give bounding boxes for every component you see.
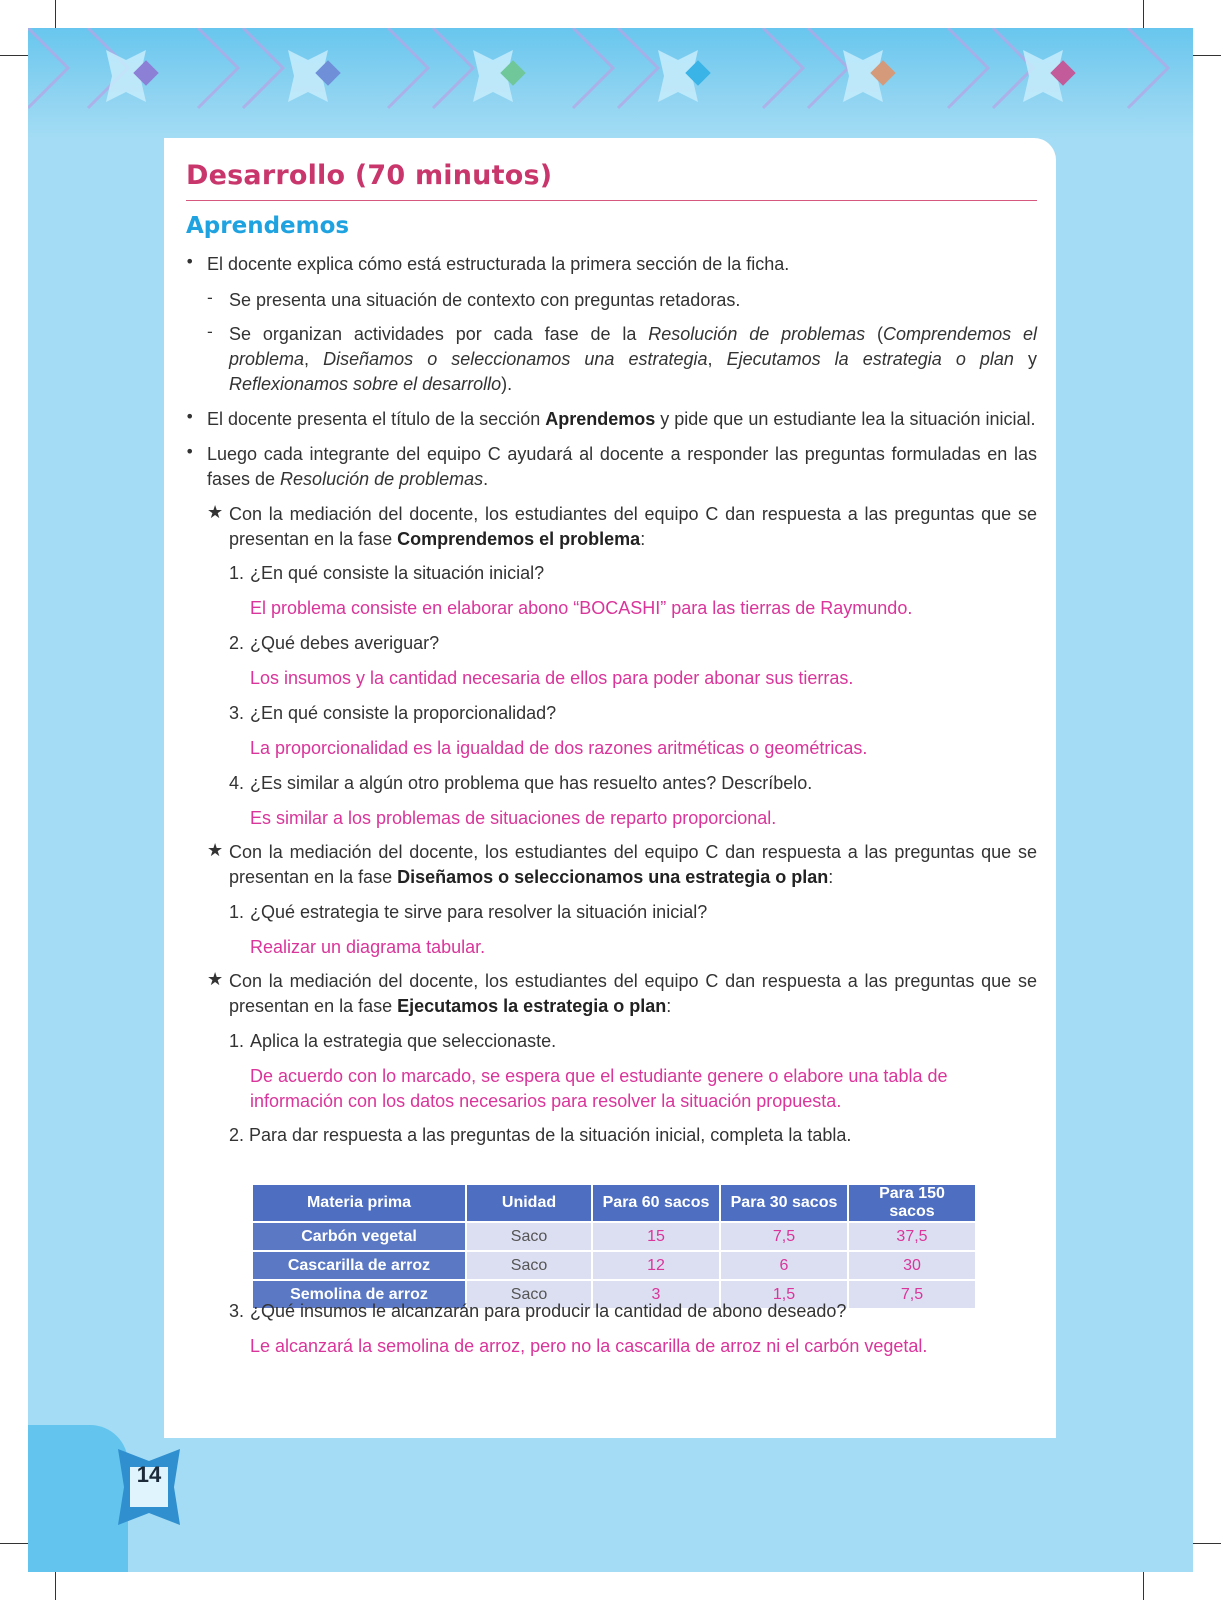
question-text: ¿En qué consiste la situación inicial? bbox=[250, 563, 545, 583]
column-header: Para 30 sacos bbox=[721, 1185, 847, 1221]
question-number: 3. bbox=[229, 703, 245, 723]
table-cell: Saco bbox=[467, 1281, 591, 1308]
row-header: Carbón vegetal bbox=[253, 1223, 465, 1250]
bullet-marker: • bbox=[185, 407, 195, 426]
table-cell: 15 bbox=[593, 1223, 719, 1250]
crop-mark bbox=[1143, 1572, 1144, 1600]
phase-intro: Con la mediación del docente, los estudiantes del equipo C dan respuesta a las preguntas que se presentan en la fase Diseñamos o seleccionamos una estrategia o plan: bbox=[229, 842, 1037, 887]
star-icon: ★ bbox=[207, 502, 224, 523]
section-heading: Aprendemos bbox=[186, 213, 350, 239]
table-row bbox=[253, 1223, 975, 1250]
column-header: Para 60 sacos bbox=[593, 1185, 719, 1221]
question-number: 1. bbox=[229, 1031, 245, 1051]
table-cell: 12 bbox=[593, 1252, 719, 1279]
table-header-row bbox=[253, 1185, 975, 1221]
table-cell: 37,5 bbox=[849, 1223, 975, 1250]
table-cell: 7,5 bbox=[721, 1223, 847, 1250]
column-header: Unidad bbox=[467, 1185, 591, 1221]
crop-mark bbox=[1193, 55, 1221, 56]
crop-mark bbox=[1193, 1543, 1221, 1544]
answer-text: El problema consiste en elaborar abono “BOCASHI” para las tierras de Raymundo. bbox=[250, 598, 913, 618]
table-cell: 7,5 bbox=[849, 1281, 975, 1308]
bullet-marker: • bbox=[185, 442, 195, 461]
answer-text: La proporcionalidad es la igualdad de dos razones aritméticas o geométricas. bbox=[250, 738, 868, 758]
question-text: 2. Para dar respuesta a las preguntas de la situación inicial, completa la tabla. bbox=[229, 1125, 852, 1145]
page-title: Desarrollo (70 minutos) bbox=[186, 160, 553, 191]
dash-text: Se organizan actividades por cada fase de la Resolución de problemas (Comprendemos el problema, Diseñamos o seleccionamos una estrategia, Ejecutamos la estrategia o plan y Reflexionamos sobre el desarrollo). bbox=[229, 324, 1037, 394]
table-cell: 30 bbox=[849, 1252, 975, 1279]
question-text: Aplica la estrategia que seleccionaste. bbox=[250, 1031, 557, 1051]
bullet-text: Luego cada integrante del equipo C ayudará al docente a responder las preguntas formuladas en las fases de Resolución de problemas. bbox=[207, 444, 1037, 489]
question-number: 1. bbox=[229, 902, 245, 922]
page-number: 14 bbox=[136, 1462, 162, 1487]
banner-pattern-icon bbox=[28, 28, 1193, 138]
crop-mark bbox=[55, 0, 56, 28]
star-icon: ★ bbox=[207, 969, 224, 990]
dash-marker: - bbox=[207, 288, 213, 307]
question-text: ¿Es similar a algún otro problema que has resuelto antes? Descríbelo. bbox=[250, 773, 813, 793]
table-cell: 3 bbox=[593, 1281, 719, 1308]
column-header: Para 150 sacos bbox=[849, 1185, 975, 1221]
row-header: Semolina de arroz bbox=[253, 1281, 465, 1308]
crop-mark bbox=[0, 55, 28, 56]
bullet-text: El docente presenta el título de la sección Aprendemos y pide que un estudiante lea la situación inicial. bbox=[207, 409, 1036, 429]
answer-text: Los insumos y la cantidad necesaria de ellos para poder abonar sus tierras. bbox=[250, 668, 854, 688]
table-cell: Saco bbox=[467, 1223, 591, 1250]
star-icon: ★ bbox=[207, 840, 224, 861]
bullet-marker: • bbox=[185, 252, 195, 271]
question-number: 2. bbox=[229, 633, 245, 653]
table-row bbox=[253, 1252, 975, 1279]
title-divider bbox=[186, 200, 1037, 201]
bullet-text: El docente explica cómo está estructurada la primera sección de la ficha. bbox=[207, 254, 790, 274]
question-number: 4. bbox=[229, 773, 245, 793]
phase-intro: Con la mediación del docente, los estudiantes del equipo C dan respuesta a las preguntas que se presentan en la fase Ejecutamos la estrategia o plan: bbox=[229, 971, 1037, 1016]
answer-text: Es similar a los problemas de situaciones de reparto proporcional. bbox=[250, 808, 777, 828]
question-text: ¿Qué insumos le alcanzarán para producir la cantidad de abono deseado? bbox=[250, 1301, 847, 1321]
table-cell: 1,5 bbox=[721, 1281, 847, 1308]
answer-text: Realizar un diagrama tabular. bbox=[250, 937, 486, 957]
row-header: Cascarilla de arroz bbox=[253, 1252, 465, 1279]
dash-marker: - bbox=[207, 322, 213, 341]
crop-mark bbox=[0, 1543, 28, 1544]
decorative-banner bbox=[28, 28, 1193, 138]
table-cell: Saco bbox=[467, 1252, 591, 1279]
table-cell: 6 bbox=[721, 1252, 847, 1279]
phase-intro: Con la mediación del docente, los estudiantes del equipo C dan respuesta a las preguntas que se presentan en la fase Comprendemos el problema: bbox=[229, 504, 1037, 549]
question-number: 3. bbox=[229, 1301, 245, 1321]
crop-mark bbox=[1143, 0, 1144, 28]
crop-mark bbox=[55, 1572, 56, 1600]
question-text: ¿Qué estrategia te sirve para resolver la situación inicial? bbox=[250, 902, 708, 922]
dash-text: Se presenta una situación de contexto con preguntas retadoras. bbox=[229, 290, 741, 310]
answer-text: Le alcanzará la semolina de arroz, pero no la cascarilla de arroz ni el carbón vegetal. bbox=[250, 1336, 928, 1356]
data-table bbox=[251, 1183, 977, 1310]
question-text: ¿Qué debes averiguar? bbox=[250, 633, 440, 653]
column-header: Materia prima bbox=[253, 1185, 465, 1221]
answer-text: De acuerdo con lo marcado, se espera que el estudiante genere o elabore una tabla de información con los datos necesarios para resolver la situación propuesta. bbox=[250, 1066, 948, 1111]
question-number: 1. bbox=[229, 563, 245, 583]
question-text: ¿En qué consiste la proporcionalidad? bbox=[250, 703, 557, 723]
